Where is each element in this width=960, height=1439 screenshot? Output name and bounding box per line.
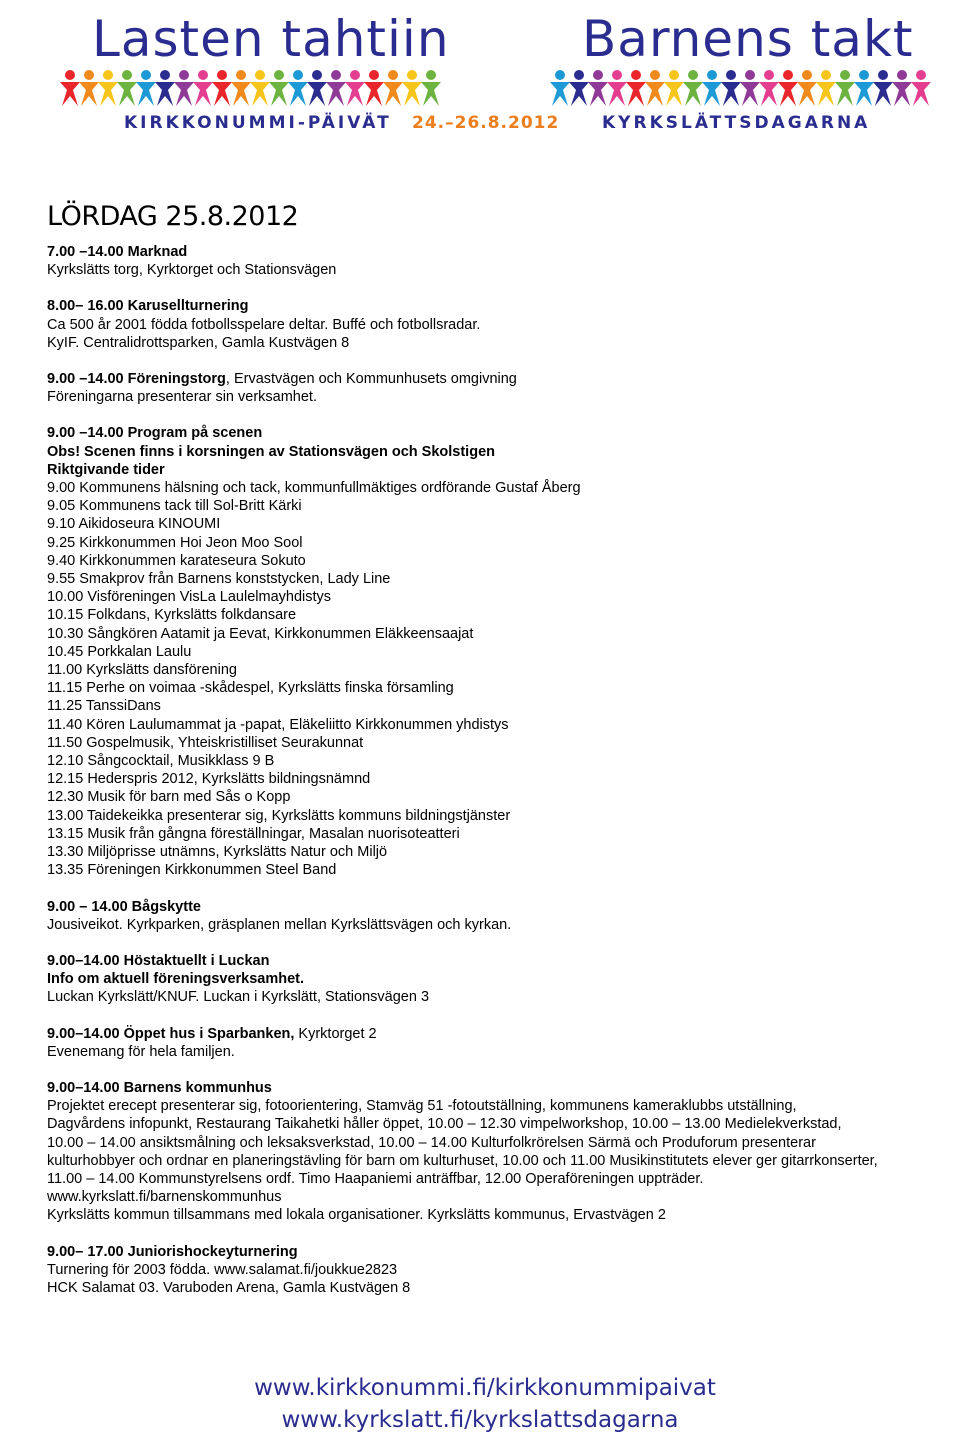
- entry-text-line: Föreningarna presenterar sin verksamhet.: [47, 389, 317, 406]
- person-figure-icon: [778, 70, 798, 106]
- footer: [0, 1372, 960, 1436]
- entry-text-line: 9.05 Kommunens tack till Sol-Britt Kärki: [47, 498, 302, 515]
- person-figure-icon: [60, 70, 80, 106]
- banner-dates: 24.–26.8.2012: [412, 113, 560, 133]
- entry-text-line: Kyrkslätts torg, Kyrktorget och Stationsvägen: [47, 262, 337, 279]
- entry-heading: [47, 1243, 952, 1261]
- entry-text-line: 9.25 Kirkkonummen Hoi Jeon Moo Sool: [47, 534, 303, 551]
- entry-heading: [47, 370, 952, 388]
- programme-entry: [47, 952, 952, 1007]
- entry-time-title: 9.00–14.00 Barnens kommunhus: [47, 1079, 272, 1096]
- person-figure-icon: [892, 70, 912, 106]
- person-figure-icon: [269, 70, 289, 106]
- entry-heading: [47, 297, 952, 315]
- entry-text-line: 9.55 Smakprov från Barnens konststycken, Lady Line: [47, 571, 391, 588]
- entry-text-line: Dagvårdens infopunkt, Restaurang Taikahetki håller öppet, 10.00 – 12.30 vimpelworkshop, 10.00 – 13.00 Medielekverkstad,: [47, 1116, 842, 1133]
- entry-heading-line: Info om aktuell föreningsverksamhet.: [47, 971, 305, 988]
- entry-text-line: HCK Salamat 03. Varuboden Arena, Gamla Kustvägen 8: [47, 1279, 411, 1296]
- person-figure-icon: [136, 70, 156, 106]
- entry-time-title: 8.00– 16.00 Karusellturnering: [47, 298, 249, 315]
- person-figure-icon: [193, 70, 213, 106]
- person-figure-icon: [759, 70, 779, 106]
- header-banner: [0, 0, 960, 150]
- person-figure-icon: [174, 70, 194, 106]
- person-figure-icon: [854, 70, 874, 106]
- person-figure-icon: [607, 70, 627, 106]
- person-figure-icon: [307, 70, 327, 106]
- entry-text-line: 12.15 Hederspris 2012, Kyrkslätts bildningsnämnd: [47, 771, 371, 788]
- entry-text-line: 9.40 Kirkkonummen karateseura Sokuto: [47, 552, 306, 569]
- entry-text-line: Luckan Kyrkslätt/KNUF. Luckan i Kyrkslätt, Stationsvägen 3: [47, 989, 430, 1006]
- person-figure-icon: [645, 70, 665, 106]
- person-figure-icon: [288, 70, 308, 106]
- entry-time-title: 9.00 –14.00 Föreningstorg: [47, 371, 226, 388]
- entry-text-line: 11.50 Gospelmusik, Yhteiskristilliset Seurakunnat: [47, 734, 364, 751]
- entry-text-line: Turnering för 2003 födda. www.salamat.fi/joukkue2823: [47, 1261, 398, 1278]
- entry-heading-line: Obs! Scenen finns i korsningen av Stationsvägen och Skolstigen: [47, 443, 495, 460]
- person-figure-icon: [835, 70, 855, 106]
- footer-link-kirkkonummi[interactable]: www.kirkkonummi.fi/kirkkonummipaivat: [254, 1375, 716, 1401]
- person-figure-icon: [231, 70, 251, 106]
- entry-text-line: 13.15 Musik från gångna föreställningar, Masalan nuorisoteatteri: [47, 825, 460, 842]
- banner-title-sv: Barnens takt: [582, 10, 914, 68]
- entry-text-line: 12.30 Musik för barn med Sås o Kopp: [47, 789, 291, 806]
- person-figure-icon: [155, 70, 175, 106]
- entry-text-line: 13.00 Taidekeikka presenterar sig, Kyrkslätts kommuns bildningstjänster: [47, 807, 511, 824]
- entry-text-line: 11.00 Kyrkslätts dansförening: [47, 662, 237, 679]
- programme-entry: [47, 370, 952, 406]
- person-figure-icon: [664, 70, 684, 106]
- entry-text-line: 9.00 Kommunens hälsning och tack, kommunfullmäktiges ordförande Gustaf Åberg: [47, 480, 581, 497]
- programme-list: [47, 243, 952, 1297]
- programme-document: [47, 199, 952, 1315]
- entry-text-line: 11.00 – 14.00 Kommunstyrelsens ordf. Timo Haapaniemi anträffbar, 12.00 Operaföreningen uppträder.: [47, 1170, 704, 1187]
- person-figure-icon: [797, 70, 817, 106]
- entry-time-title: 9.00–14.00 Öppet hus i Sparbanken,: [47, 1025, 295, 1042]
- banner-subtitle-sv: KYRKSLÄTTSDAGARNA: [602, 113, 871, 133]
- person-figure-icon: [569, 70, 589, 106]
- entry-text-line: 10.45 Porkkalan Laulu: [47, 643, 192, 660]
- entry-heading-line: 9.00–14.00 Höstaktuellt i Luckan: [47, 952, 270, 969]
- person-figure-icon: [345, 70, 365, 106]
- person-figure-icon: [364, 70, 384, 106]
- person-figure-icon: [79, 70, 99, 106]
- entry-heading: [47, 1079, 952, 1097]
- entry-text-line: kulturhobbyer och ordnar en planeringstävling för barn om kulturhuset, 10.00 och 11.00 Musikinstitutets elever ger gitarrkonserter,: [47, 1152, 878, 1169]
- programme-entry: [47, 1079, 952, 1225]
- person-figure-icon: [873, 70, 893, 106]
- entry-text-line: 10.15 Folkdans, Kyrkslätts folkdansare: [47, 607, 297, 624]
- programme-entry: [47, 1025, 952, 1061]
- programme-entry: [47, 424, 952, 879]
- entry-text-line: www.kyrkslatt.fi/barnenskommunhus: [47, 1189, 282, 1206]
- entry-time-title: 9.00 – 14.00 Bågskytte: [47, 898, 201, 915]
- entry-text-line: 12.10 Sångcocktail, Musikklass 9 B: [47, 753, 275, 770]
- person-figure-icon: [212, 70, 232, 106]
- person-figure-icon: [740, 70, 760, 106]
- banner-subtitle-fi: KIRKKONUMMI-PÄIVÄT: [124, 113, 392, 133]
- entry-location: , Ervastvägen och Kommunhusets omgivning: [225, 371, 517, 388]
- person-figure-icon: [702, 70, 722, 106]
- person-figure-icon: [588, 70, 608, 106]
- entry-text-line: KyIF. Centralidrottsparken, Gamla Kustvägen 8: [47, 334, 350, 351]
- banner-title-fi: Lasten tahtiin: [92, 10, 450, 68]
- entry-text-line: Kyrkslätts kommun tillsammans med lokala organisationer. Kyrkslätts kommunus, Ervastvägen 2: [47, 1207, 666, 1224]
- person-figure-icon: [816, 70, 836, 106]
- footer-link-kyrkslatt[interactable]: www.kyrkslatt.fi/kyrkslattsdagarna: [281, 1407, 679, 1433]
- programme-entry: [47, 243, 952, 279]
- person-figure-icon: [683, 70, 703, 106]
- person-figure-icon: [626, 70, 646, 106]
- person-figure-icon: [117, 70, 137, 106]
- person-figure-icon: [98, 70, 118, 106]
- entry-text-line: Jousiveikot. Kyrkparken, gräsplanen mellan Kyrkslättsvägen och kyrkan.: [47, 916, 512, 933]
- entry-heading: [47, 1025, 952, 1043]
- entry-text-line: 13.30 Miljöprisse utnämns, Kyrkslätts Natur och Miljö: [47, 844, 388, 861]
- entry-text-line: Evenemang för hela familjen.: [47, 1043, 235, 1060]
- programme-entry: [47, 898, 952, 934]
- people-figures-graphic: [0, 66, 960, 110]
- day-heading: LÖRDAG 25.8.2012: [47, 201, 299, 232]
- entry-text-line: 10.00 – 14.00 ansiktsmålning och leksaksverkstad, 10.00 – 14.00 Kulturfolkrörelsen Särmä och Produforum presenterar: [47, 1134, 816, 1151]
- entry-time-title: 7.00 –14.00 Marknad: [47, 244, 188, 260]
- entry-text-line: 11.40 Kören Laulumammat ja -papat, Eläkeliitto Kirkkonummen yhdistys: [47, 716, 509, 733]
- person-figure-icon: [550, 70, 570, 106]
- entry-text-line: 11.15 Perhe on voimaa -skådespel, Kyrkslätts finska församling: [47, 680, 454, 697]
- person-figure-icon: [326, 70, 346, 106]
- entry-text-line: 10.30 Sångkören Aatamit ja Eevat, Kirkkonummen Eläkkeensaajat: [47, 625, 474, 642]
- entry-heading: [47, 898, 952, 916]
- entry-heading: [47, 243, 952, 261]
- entry-heading-line: 9.00 –14.00 Program på scenen: [47, 425, 263, 442]
- entry-text-line: 10.00 Visföreningen VisLa Laulelmayhdistys: [47, 589, 332, 606]
- entry-time-title: 9.00– 17.00 Juniorishockeyturnering: [47, 1243, 298, 1260]
- person-figure-icon: [250, 70, 270, 106]
- entry-text-line: Projektet erecept presenterar sig, fotoorientering, Stamväg 51 -fotoutställning, kommunens kameraklubbs utställning,: [47, 1098, 797, 1115]
- entry-heading-line: Riktgivande tider: [47, 461, 165, 478]
- entry-text-line: 13.35 Föreningen Kirkkonummen Steel Band: [47, 862, 337, 879]
- person-figure-icon: [911, 70, 931, 106]
- person-figure-icon: [421, 70, 441, 106]
- programme-entry: [47, 297, 952, 352]
- entry-text-line: Ca 500 år 2001 födda fotbollsspelare deltar. Buffé och fotbollsradar.: [47, 316, 481, 333]
- programme-entry: [47, 1243, 952, 1298]
- entry-text-line: 9.10 Aikidoseura KINOUMI: [47, 516, 221, 533]
- entry-location: Kyrktorget 2: [294, 1025, 377, 1042]
- person-figure-icon: [383, 70, 403, 106]
- person-figure-icon: [721, 70, 741, 106]
- entry-text-line: 11.25 TanssiDans: [47, 698, 161, 715]
- person-figure-icon: [402, 70, 422, 106]
